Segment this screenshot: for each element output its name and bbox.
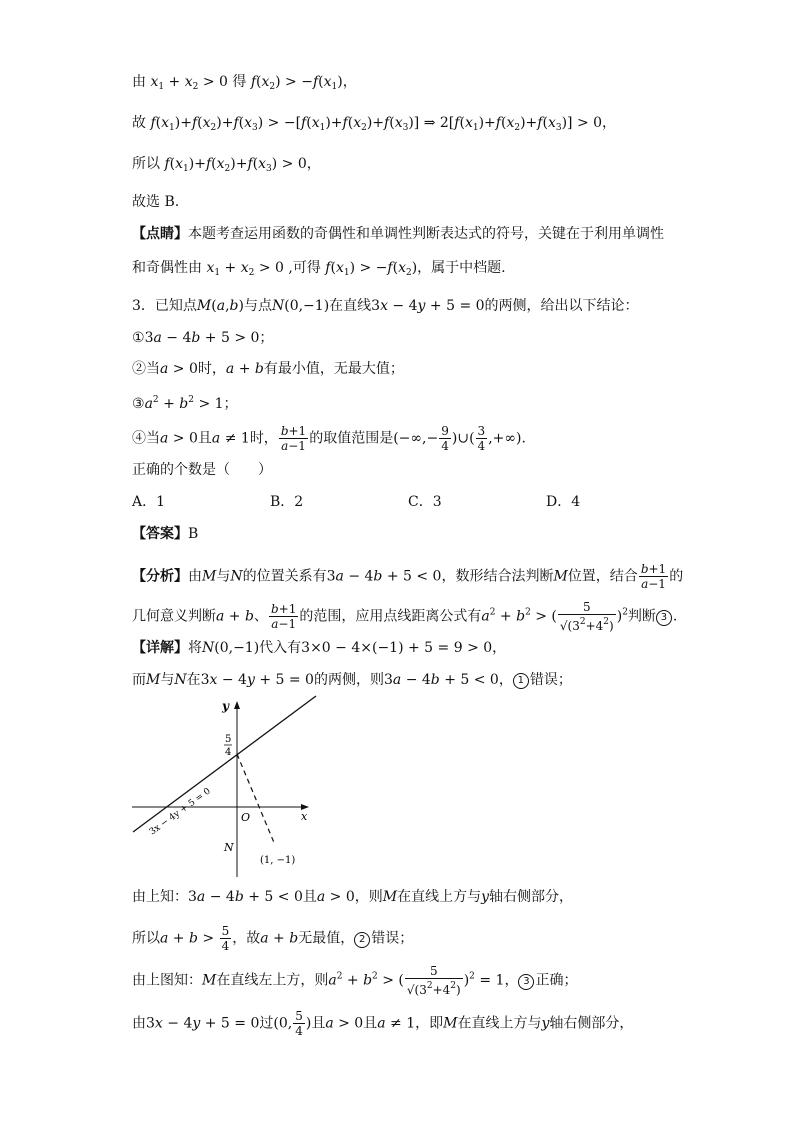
fenxi-line-1: 【分析】由M与N的位置关系有3a − 4b + 5 < 0，数形结合法判断M位置，结合 $\frac{b+1}{a-1}$ 的 — [132, 562, 684, 591]
option-d[interactable]: D．4 — [546, 494, 581, 510]
dianjing-tag: 【点睛】 — [132, 226, 188, 242]
conclusion-2: ②当a > 0时，a + b有最小值，无最大值； — [132, 361, 404, 377]
option-a[interactable]: A．1 — [132, 494, 166, 510]
conclusion-line: 故选 B. — [132, 194, 180, 210]
answer-value: B — [188, 526, 199, 542]
dianjing-line-1: 【点睛】本题考查运用函数的奇偶性和单调性判断表达式的符号，关键在于利用单调性 — [132, 226, 664, 242]
n-point-label: N — [224, 841, 234, 854]
xiangjie-line-1: 【详解】将N(0,−1)代入有3×0 − 4×(−1) + 5 = 9 > 0， — [132, 640, 507, 656]
option-b[interactable]: B．2 — [270, 494, 304, 510]
xiangjie-line-2: 而M与N在3x − 4y + 5 = 0的两侧，则3a − 4b + 5 < 0， 1 错误； — [132, 672, 572, 688]
answer-tag: 【答案】 — [132, 526, 188, 542]
option-c[interactable]: C．3 — [408, 494, 442, 510]
coordinate-graph — [128, 695, 328, 885]
after-graph-line-3: 由上图知：M在直线左上方，则$a^2 + b^2$ > ( $\frac{5}{√(3^2+4^2)}$ )$^2$ = 1， 3 正确； — [132, 964, 578, 997]
solution-line-3: 所以 $f(x_1)+f(x_2)+f(x_3) > 0$， — [132, 156, 321, 174]
x-axis-label: x — [301, 810, 308, 823]
conclusion-3: $③a^2 + b^2 > 1$； — [132, 395, 238, 412]
point-1-neg1-label: (1, −1) — [260, 855, 296, 866]
solution-line-1: 由 $x_1 + x_2 > 0$ 得 $f(x_2) > -f(x_1)$， — [132, 74, 357, 92]
y-intercept-den: 4 — [225, 747, 232, 758]
y-axis-label: y — [222, 699, 229, 713]
conclusion-4: ④当a > 0且a ≠ 1时， $\frac{b+1}{a-1}$ 的取值范围是(−∞,− $\frac{9}{4}$ )∪( $\frac{3}{4}$ ,+∞). — [132, 424, 526, 453]
conclusion-1: ①3a − 4b + 5 > 0； — [132, 330, 274, 346]
dashed-segment — [237, 754, 275, 845]
after-graph-line-4: 由3x − 4y + 5 = 0过(0, $\frac{5}{4}$ )且a > 0且a ≠ 1，即M在直线上方与y轴右侧部分， — [132, 1009, 634, 1038]
after-graph-line-1: 由上知：3a − 4b + 5 < 0且a > 0，则M在直线上方与y轴右侧部分， — [132, 889, 574, 905]
question-prompt: 正确的个数是（ ） — [132, 462, 272, 478]
answer-line — [132, 524, 198, 544]
dianjing-line-2: 和奇偶性由 $x_1 + x_2 > 0$ ,可得 $f(x_1) > -f(x_2)$，属于中档题. — [132, 260, 506, 278]
y-intercept-num: 5 — [225, 734, 232, 745]
solution-line-2: 故 $f(x_1)+f(x_2)+f(x_3) > -[f(x_1)+f(x_2)+f(x_3)]$ ⇒ $2[f(x_1)+f(x_2)+f(x_3)] > 0$， — [132, 115, 617, 133]
line-3x-4y-5 — [133, 696, 316, 832]
line-equation-label: 3x − 4y + 5 = 0 — [147, 786, 213, 838]
options-row — [132, 492, 684, 512]
question-3-stem: 3．已知点M(a,b)与点N(0,−1)在直线3x − 4y + 5 = 0的两侧，给出以下结论： — [132, 298, 639, 314]
after-graph-line-2: 所以a + b > $\frac{5}{4}$ ，故a + b无最值， 2 错误； — [132, 924, 414, 953]
origin-label: O — [241, 811, 251, 824]
fenxi-line-2: 几何意义判断a + b、 $\frac{b+1}{a-1}$ 的范围，应用点线距离公式有$a^2 + b^2$ > ( $\frac{5}{√(3^2+4^2)}$ )$^2$判断 3 . — [132, 600, 678, 633]
y-axis-arrow — [234, 701, 240, 709]
